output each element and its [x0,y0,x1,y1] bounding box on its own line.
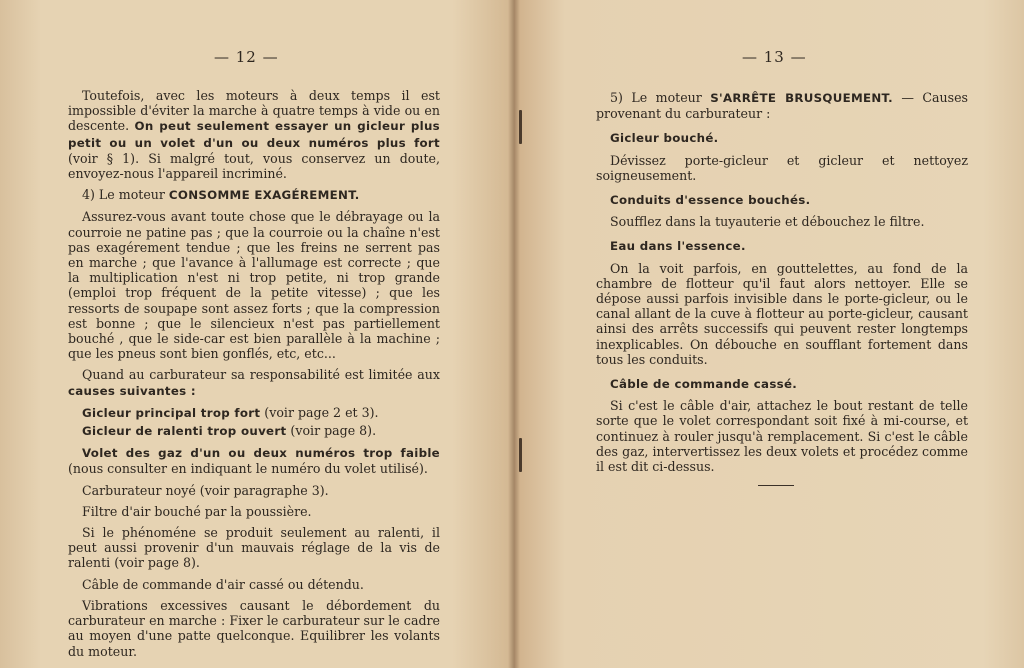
paragraph: Si le phénoméne se produit seulement au ralenti, il peut aussi provenir d'un mauvais réglage de la vis de ralenti (voir page 8). [68,525,440,571]
left-page-number: — 12 — [214,48,279,66]
paragraph [68,88,440,181]
paragraph: Câble de commande d'air cassé ou détendu. [82,576,364,592]
end-rule [758,485,794,486]
bold-text: Gicleur principal trop fort [82,405,261,420]
paragraph: On la voit parfois, en gouttelettes, au fond de la chambre de flotteur qu'il faut alors nettoyer. Elle se dépose aussi parfois invisible dans le porte-gicleur, ou le canal allant de la cuve à flotteur au porte-gicleur, causant ainsi des arrêts successifs qui peuvent rester longtemps inexplicables. On débouche en soufflant fortement dans tous les conduits. [596,260,968,367]
subheading: Câble de commande cassé. [610,377,798,392]
cause-item [68,405,440,421]
cause-item [68,423,440,439]
text-run: (nous consulter en indiquant le numéro du volet utilisé). [68,461,428,477]
text-run: 5) Le moteur [610,90,711,105]
section-heading-5 [596,90,968,121]
bold-text: Gicleur de ralenti trop ouvert [82,424,287,439]
cause-item: Filtre d'air bouché par la poussière. [82,503,312,519]
paragraph: Dévissez porte-gicleur et gicleur et nettoyez soigneusement. [596,152,968,183]
bold-text: causes suivantes : [68,383,196,398]
text-run: Quand au carburateur sa responsabilité est limitée aux [82,367,440,383]
bold-text: Volet des gaz d'un ou deux numéros trop faible [82,446,440,461]
left-page-text [68,88,440,665]
staple-top [519,110,522,144]
text-run: — Causes provenant du carburateur : [596,90,969,122]
staple-bottom [519,438,522,472]
right-page-text [596,90,968,480]
paragraph: Si c'est le câble d'air, attachez le bout restant de telle sorte que le volet correspondant soit fixé à mi-course, et continuez à rouler jusqu'à remplacement. Si c'est le câble des gaz, intervertissez les deux volets et procédez comme il est dit ci-dessus. [596,398,968,475]
paragraph: Assurez-vous avant toute chose que le débrayage ou la courroie ne patine pas ; que la courroie ou la chaîne n'est pas exagérement tendue ; que les freins ne serrent pas en marche ; que l'avance à l'allumage est correcte ; que la multiplication n'est ni trop petite, ni trop grande (emploi trop fréquent de la petite vitesse) ; que les ressorts de soupape sont assez forts ; que la compression est bonne ; que le silencieux n'est pas partiellement bouché , que le side-car est bien parallèle à la machine ; que les pneus sont bien gonflés, etc, etc... [68,209,440,362]
text-run: (voir § 1). Si malgré tout, vous conservez un doute, envoyez-nous l'appareil incriminé. [68,150,440,182]
paragraph: Soufflez dans la tuyauterie et débouchez le filtre. [610,214,925,230]
subheading: Conduits d'essence bouchés. [610,193,811,208]
bold-text: On peut seulement essayer un gicleur plus petit ou un volet d'un ou deux numéros plus fort [68,119,440,150]
text-run: 4) Le moteur [82,187,169,203]
paragraph [68,367,440,398]
text-run: (voir page 2 et 3). [260,404,379,420]
text-run: (voir page 8). [286,423,377,439]
bold-text: S'ARRÊTE BRUSQUEMENT. [710,91,893,105]
cause-item [68,445,440,476]
subheading: Gicleur bouché. [610,131,719,146]
section-heading-4 [68,187,440,203]
cause-item: Carburateur noyé (voir paragraphe 3). [82,482,329,498]
book-gutter [508,0,520,668]
right-page-number: — 13 — [742,48,807,66]
bold-text: CONSOMME EXAGÉREMENT. [168,188,360,203]
text-run: Toutefois, avec les moteurs à deux temps il est impossible d'éviter la marche à quatre temps à vide ou en descente. [68,88,440,134]
subheading: Eau dans l'essence. [610,239,746,254]
paragraph: Vibrations excessives causant le débordement du carburateur en marche : Fixer le carburateur sur le cadre au moyen d'une patte quelconque. Equilibrer les volants du moteur. [68,597,440,659]
